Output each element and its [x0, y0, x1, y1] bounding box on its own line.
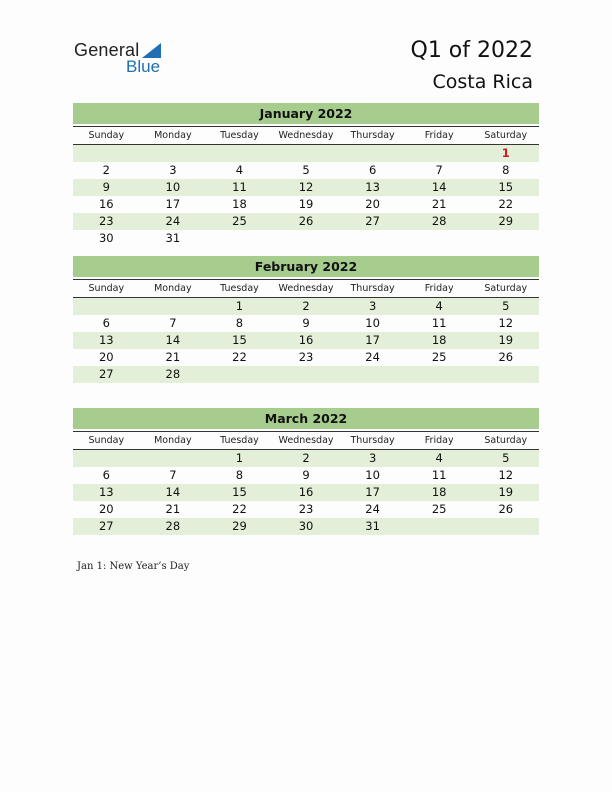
day-cell: 30 [298, 519, 314, 533]
day-cell [339, 145, 406, 162]
day-cell: 13 [98, 333, 114, 347]
day-cell: 19 [298, 197, 314, 211]
day-cell [339, 230, 406, 247]
day-cell: 11 [431, 316, 447, 330]
holiday-day-cell: 1 [501, 146, 510, 160]
day-cell: 6 [368, 163, 377, 177]
day-cell [140, 145, 207, 162]
week-row [73, 467, 539, 484]
month-title: February 2022 [73, 256, 539, 277]
weekday-label: Wednesday [278, 435, 334, 446]
week-row [73, 332, 539, 349]
day-cell: 4 [435, 451, 443, 465]
day-cell: 9 [302, 468, 310, 482]
month-title: March 2022 [73, 408, 539, 429]
day-cell [406, 366, 473, 383]
day-cell: 30 [98, 231, 114, 245]
day-cell: 9 [102, 180, 110, 194]
day-cell: 19 [498, 333, 514, 347]
day-cell [206, 230, 273, 247]
day-cell: 18 [431, 333, 447, 347]
day-cell [206, 366, 273, 383]
day-cell: 1 [235, 451, 244, 465]
day-cell [73, 450, 140, 467]
weekday-label: Friday [424, 130, 454, 141]
day-cell [406, 145, 473, 162]
day-cell: 10 [165, 180, 181, 194]
day-cell: 5 [302, 163, 310, 177]
weekday-label: Sunday [88, 283, 125, 294]
day-cell [406, 518, 473, 535]
day-cell: 17 [365, 485, 380, 499]
weekday-label: Saturday [484, 130, 528, 141]
day-cell: 12 [498, 316, 514, 330]
weekday-header-row [73, 126, 539, 145]
day-cell: 1 [235, 299, 244, 313]
week-row [73, 162, 539, 179]
day-cell: 25 [232, 214, 247, 228]
week-row [73, 484, 539, 501]
weekday-label: Friday [424, 283, 454, 294]
month-january [73, 103, 539, 247]
day-cell: 24 [165, 214, 181, 228]
day-cell: 7 [169, 468, 177, 482]
day-cell: 3 [169, 163, 177, 177]
day-cell: 24 [365, 350, 380, 364]
day-cell: 15 [232, 485, 247, 499]
week-row [73, 450, 539, 467]
day-cell [140, 450, 207, 467]
day-cell: 12 [498, 468, 514, 482]
day-cell: 18 [232, 197, 247, 211]
weekday-label: Tuesday [220, 283, 259, 294]
day-cell: 25 [431, 350, 447, 364]
day-cell: 31 [165, 231, 181, 245]
day-cell: 26 [498, 350, 514, 364]
day-cell: 16 [298, 333, 314, 347]
week-row [73, 315, 539, 332]
day-cell: 7 [169, 316, 177, 330]
day-cell: 20 [98, 350, 114, 364]
day-cell: 27 [365, 214, 380, 228]
weekday-label: Friday [424, 435, 454, 446]
weekday-label: Sunday [88, 435, 125, 446]
day-cell: 21 [165, 350, 181, 364]
weekday-label: Saturday [484, 283, 528, 294]
weekday-label: Thursday [350, 435, 395, 446]
day-cell [273, 145, 340, 162]
week-row [73, 196, 539, 213]
day-cell: 8 [235, 468, 244, 482]
day-cell: 22 [498, 197, 514, 211]
day-cell: 21 [431, 197, 447, 211]
day-cell: 14 [165, 485, 181, 499]
day-cell: 8 [502, 163, 510, 177]
weekday-header-row [73, 279, 539, 298]
weekday-label: Monday [154, 283, 192, 294]
day-cell: 29 [232, 519, 247, 533]
day-cell: 23 [298, 350, 314, 364]
day-cell: 2 [302, 451, 310, 465]
week-row [73, 501, 539, 518]
day-cell: 11 [431, 468, 447, 482]
day-cell: 21 [165, 502, 181, 516]
day-cell: 16 [98, 197, 114, 211]
day-cell: 28 [431, 214, 447, 228]
week-row [73, 179, 539, 196]
day-cell [273, 366, 340, 383]
day-cell: 5 [502, 451, 510, 465]
day-cell: 26 [298, 214, 314, 228]
page-title: Q1 of 2022 [410, 38, 533, 63]
day-cell: 17 [365, 333, 380, 347]
day-cell: 11 [232, 180, 247, 194]
day-cell: 2 [102, 163, 110, 177]
day-cell: 22 [232, 502, 247, 516]
day-cell: 12 [298, 180, 314, 194]
day-cell: 15 [498, 180, 514, 194]
day-cell: 27 [98, 519, 114, 533]
day-cell: 28 [165, 519, 181, 533]
day-cell: 10 [365, 316, 380, 330]
day-cell [206, 145, 273, 162]
month-march [73, 408, 539, 535]
day-cell: 24 [365, 502, 380, 516]
generalblue-logo [74, 40, 161, 76]
day-cell: 14 [165, 333, 181, 347]
day-cell [140, 298, 207, 315]
day-cell: 26 [498, 502, 514, 516]
weekday-label: Wednesday [278, 130, 334, 141]
day-cell: 13 [365, 180, 380, 194]
day-cell: 20 [365, 197, 380, 211]
week-row [73, 145, 539, 162]
day-cell: 27 [98, 367, 114, 381]
day-cell: 29 [498, 214, 514, 228]
day-cell: 31 [365, 519, 380, 533]
day-cell [472, 366, 539, 383]
month-title: January 2022 [73, 103, 539, 124]
weekday-label: Tuesday [220, 130, 259, 141]
weekday-label: Monday [154, 435, 192, 446]
day-cell: 23 [298, 502, 314, 516]
day-cell: 2 [302, 299, 310, 313]
week-row [73, 349, 539, 366]
day-cell: 23 [98, 214, 114, 228]
weekday-label: Thursday [350, 130, 395, 141]
day-cell: 3 [368, 451, 377, 465]
holiday-notes: Jan 1: New Year’s Day [77, 561, 190, 572]
day-cell: 14 [431, 180, 447, 194]
week-row [73, 366, 539, 383]
day-cell: 20 [98, 502, 114, 516]
day-cell: 4 [435, 299, 443, 313]
day-cell: 25 [431, 502, 447, 516]
day-cell: 10 [365, 468, 380, 482]
week-row [73, 213, 539, 230]
week-row [73, 518, 539, 535]
logo-triangle-icon [142, 43, 161, 58]
weekday-label: Tuesday [220, 435, 259, 446]
day-cell: 3 [368, 299, 377, 313]
day-cell [339, 366, 406, 383]
weekday-label: Wednesday [278, 283, 334, 294]
day-cell [472, 230, 539, 247]
logo-text-blue: Blue [126, 57, 161, 76]
day-cell: 8 [235, 316, 244, 330]
day-cell: 19 [498, 485, 514, 499]
day-cell: 6 [102, 316, 110, 330]
week-row [73, 298, 539, 315]
day-cell: 7 [435, 163, 443, 177]
day-cell: 28 [165, 367, 181, 381]
day-cell [406, 230, 473, 247]
day-cell: 13 [98, 485, 114, 499]
day-cell: 16 [298, 485, 314, 499]
day-cell [273, 230, 340, 247]
weekday-label: Saturday [484, 435, 528, 446]
country-name: Costa Rica [432, 71, 533, 93]
month-february [73, 256, 539, 383]
week-row [73, 230, 539, 247]
day-cell: 22 [232, 350, 247, 364]
day-cell [73, 145, 140, 162]
day-cell: 6 [102, 468, 110, 482]
day-cell: 18 [431, 485, 447, 499]
weekday-label: Monday [154, 130, 192, 141]
day-cell: 15 [232, 333, 247, 347]
day-cell [472, 518, 539, 535]
weekday-label: Sunday [88, 130, 125, 141]
day-cell [73, 298, 140, 315]
day-cell: 5 [502, 299, 510, 313]
day-cell: 17 [165, 197, 181, 211]
day-cell: 9 [302, 316, 310, 330]
weekday-label: Thursday [350, 283, 395, 294]
logo-text-general: General [74, 40, 140, 60]
day-cell: 4 [235, 163, 244, 177]
weekday-header-row [73, 431, 539, 450]
